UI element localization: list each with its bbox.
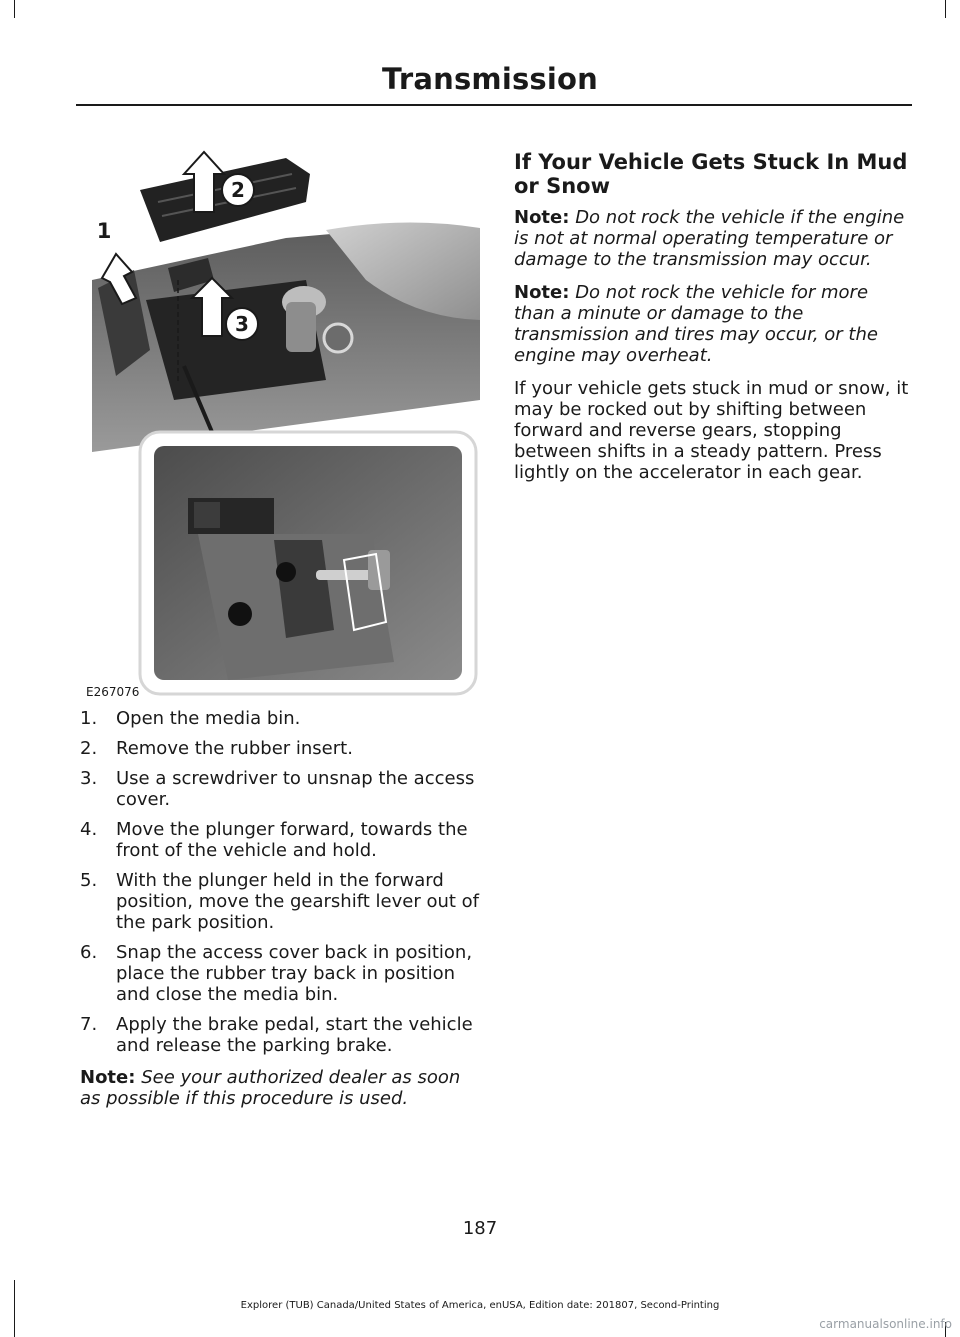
step-item — [80, 768, 480, 810]
page-header-title: Transmission — [382, 62, 598, 96]
step-number: 7. — [80, 1014, 98, 1035]
watermark: carmanualsonline.info — [819, 1317, 952, 1331]
note-text: See your authorized dealer as soon as possible if this procedure is used. — [80, 1067, 461, 1109]
page-number: 187 — [462, 1218, 498, 1239]
step-number: 3. — [80, 768, 98, 789]
note-paragraph — [514, 282, 910, 366]
callout-1: 1 — [96, 219, 112, 243]
crop-mark-top-left-v — [14, 0, 15, 18]
body-paragraph: If your vehicle gets stuck in mud or snow, it may be rocked out by shifting between forward and reverse gears, stopping between shifts in a steady pattern. Press lightly on the accelerator in each gear. — [514, 378, 909, 483]
callout-3: 3 — [235, 312, 249, 336]
step-item — [80, 942, 480, 1005]
step-text: With the plunger held in the forward position, move the gearshift lever out of the park position. — [116, 870, 479, 933]
procedure-steps — [80, 708, 480, 1065]
step-number: 4. — [80, 819, 98, 840]
step-number: 2. — [80, 738, 98, 759]
step-item — [80, 819, 480, 861]
step-text: Apply the brake pedal, start the vehicle and release the parking brake. — [116, 1014, 473, 1056]
step-text: Remove the rubber insert. — [116, 738, 353, 759]
manual-illustration — [76, 130, 484, 700]
step-number: 1. — [80, 708, 98, 729]
dealer-note — [80, 1067, 476, 1109]
note-label: Note: — [514, 207, 570, 228]
note-text: Do not rock the vehicle for more than a minute or damage to the transmission and tires may occur, or the engine may overheat. — [514, 282, 878, 366]
section-body — [514, 207, 910, 495]
callout-2: 2 — [231, 178, 245, 202]
figure-id: E267076 — [86, 685, 140, 699]
step-text: Move the plunger forward, towards the front of the vehicle and hold. — [116, 819, 468, 861]
step-text: Use a screwdriver to unsnap the access cover. — [116, 768, 475, 810]
note-paragraph — [514, 207, 910, 270]
page-footer: Explorer (TUB) Canada/United States of America, enUSA, Edition date: 201807, Second-Printing — [240, 1300, 720, 1311]
section-heading: If Your Vehicle Gets Stuck In Mud or Snow — [514, 150, 908, 198]
step-number: 5. — [80, 870, 98, 891]
crop-mark-top-right-v — [945, 0, 946, 18]
step-item — [80, 870, 480, 933]
note-label: Note: — [80, 1067, 136, 1088]
step-item — [80, 1014, 480, 1056]
step-text: Snap the access cover back in position, place the rubber tray back in position and close the media bin. — [116, 942, 473, 1005]
note-label: Note: — [514, 282, 570, 303]
note-text: Do not rock the vehicle if the engine is not at normal operating temperature or damage to the transmission may occur. — [514, 207, 905, 270]
step-number: 6. — [80, 942, 98, 963]
step-item — [80, 708, 480, 729]
header-rule — [76, 104, 912, 106]
step-item — [80, 738, 480, 759]
step-text: Open the media bin. — [116, 708, 301, 729]
